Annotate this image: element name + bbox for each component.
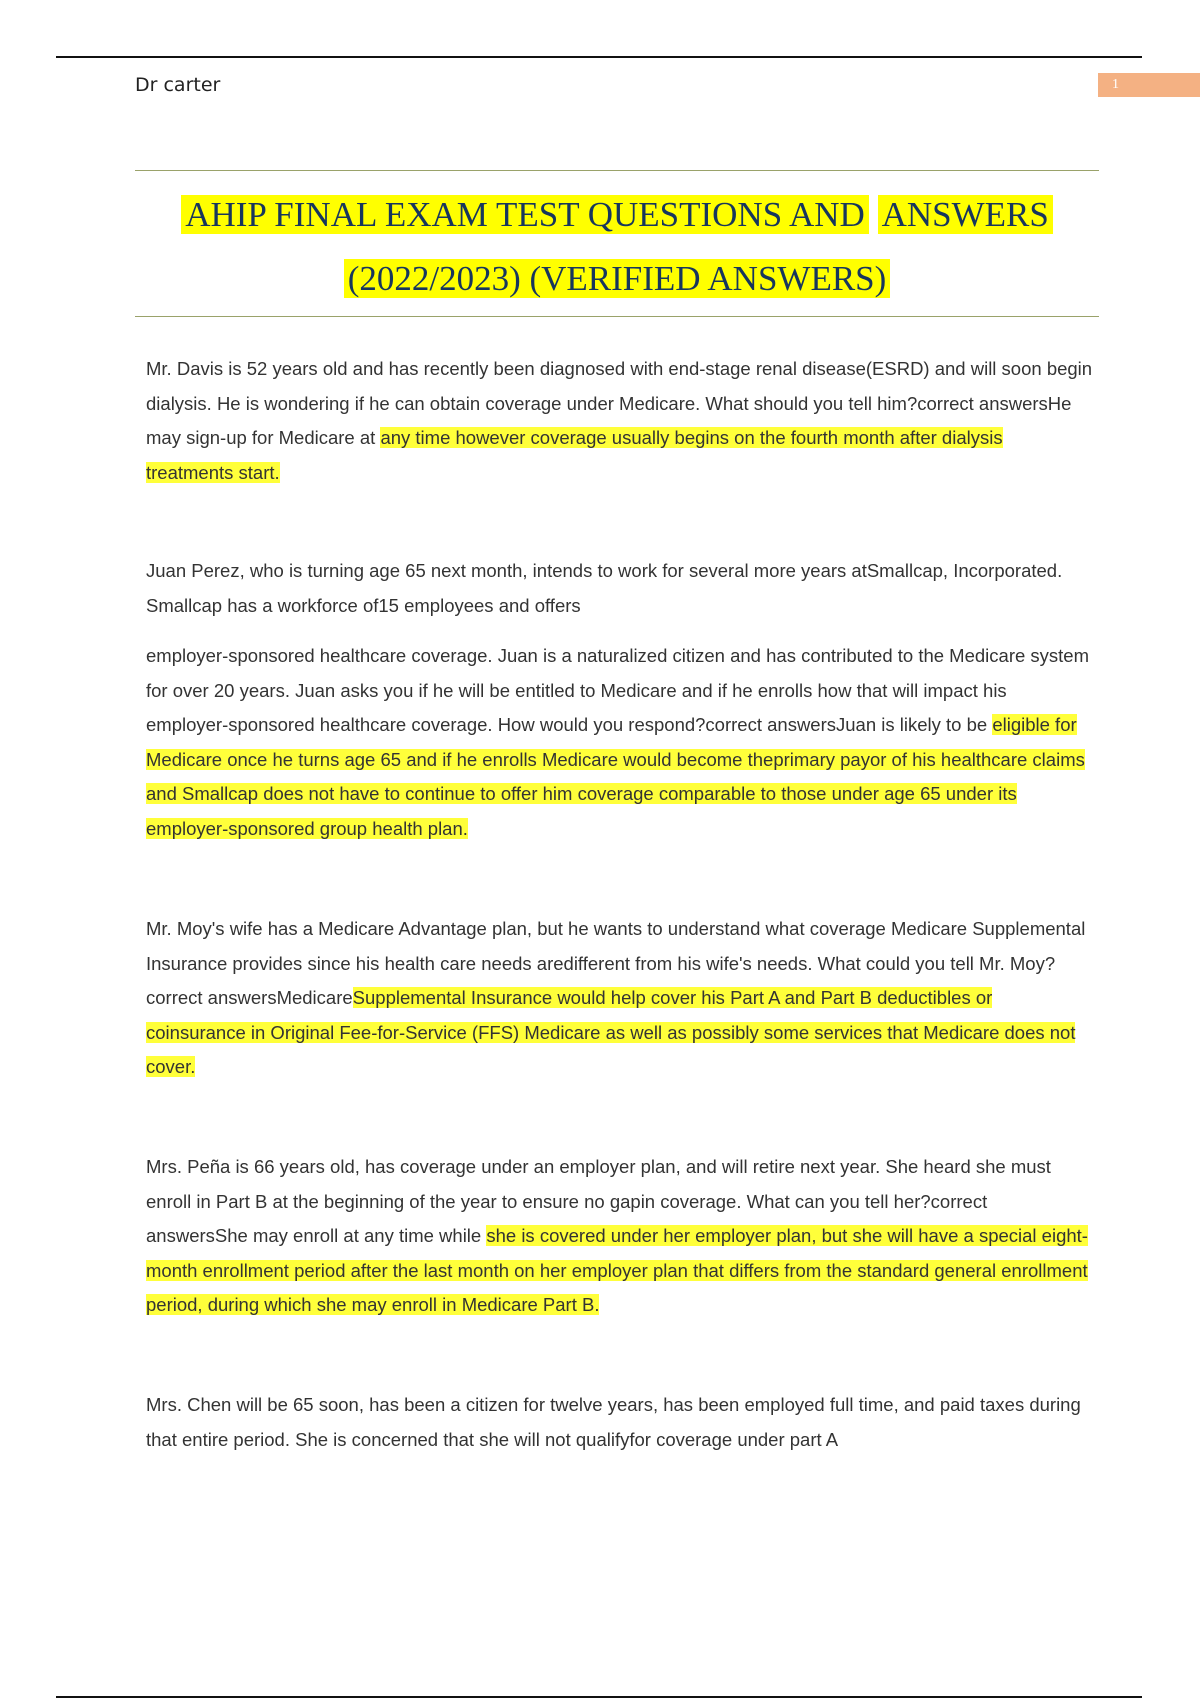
question-text: Mr. Moy's wife has a Medicare Advantage plan, but he wants to understand what coverage Medicare Supplemental Insurance provides since his health care needs aredifferent from his wife's needs. What could you tell Mr. Moy?correct answersMedicare <box>146 918 1086 1008</box>
page-number: 1 <box>1098 73 1200 97</box>
question-pena <box>146 1150 1094 1323</box>
title-line1-b: ANSWERS <box>878 195 1053 234</box>
title-rule-top <box>135 170 1099 171</box>
question-chen <box>146 1388 1094 1457</box>
header-rule <box>56 56 1142 58</box>
question-text: Juan Perez, who is turning age 65 next month, intends to work for several more years atSmallcap, Incorporated. Smallcap has a workforce of15 employees and offers <box>146 560 1063 616</box>
question-moy <box>146 912 1094 1085</box>
title-line2: (2022/2023) (VERIFIED ANSWERS) <box>344 259 891 298</box>
answer-highlight: any time however coverage usually begins on the fourth month after dialysis treatments start. <box>146 427 1003 483</box>
question-davis <box>146 352 1094 490</box>
title-rule-bottom <box>135 316 1099 317</box>
question-text: Mrs. Chen will be 65 soon, has been a citizen for twelve years, has been employed full time, and paid taxes during that entire period. She is concerned that she will not qualifyfor coverage under part A <box>146 1394 1081 1450</box>
question-perez-intro <box>146 554 1094 623</box>
header-author: Dr carter <box>135 74 221 96</box>
footer-rule <box>56 1696 1142 1698</box>
question-text: Mr. Davis is 52 years old and has recently been diagnosed with end-stage renal disease(ESRD) and will soon begin dialysis. He is wondering if he can obtain coverage under Medicare. What should you tell him?correct answersHe may sign-up for Medicare at <box>146 358 1093 448</box>
answer-highlight: eligible for Medicare once he turns age 65 and if he enrolls Medicare would become theprimary payor of his healthcare claims and Smallcap does not have to continue to offer him coverage comparable to those under age 65 under its employer-sponsored group health plan. <box>146 714 1085 839</box>
answer-highlight: Supplemental Insurance would help cover his Part A and Part B deductibles or coinsurance in Original Fee-for-Service (FFS) Medicare as well as possibly some services that Medicare does not cover. <box>146 987 1076 1077</box>
question-perez <box>146 639 1094 846</box>
title-line1-a: AHIP FINAL EXAM TEST QUESTIONS AND <box>181 195 869 234</box>
document-title <box>135 183 1099 311</box>
question-text: Mrs. Peña is 66 years old, has coverage under an employer plan, and will retire next year. She heard she must enroll in Part B at the beginning of the year to ensure no gapin coverage. What can you tell her?correct answersShe may enroll at any time while <box>146 1156 1051 1246</box>
answer-highlight: she is covered under her employer plan, but she will have a special eight-month enrollment period after the last month on her employer plan that differs from the standard general enrollment period, during which she may enroll in Medicare Part B. <box>146 1225 1088 1315</box>
question-text: employer-sponsored healthcare coverage. Juan is a naturalized citizen and has contributed to the Medicare system for over 20 years. Juan asks you if he will be entitled to Medicare and if he enrolls how that will impact his employer-sponsored healthcare coverage. How would you respond?correct answersJuan is likely to be <box>146 645 1089 735</box>
